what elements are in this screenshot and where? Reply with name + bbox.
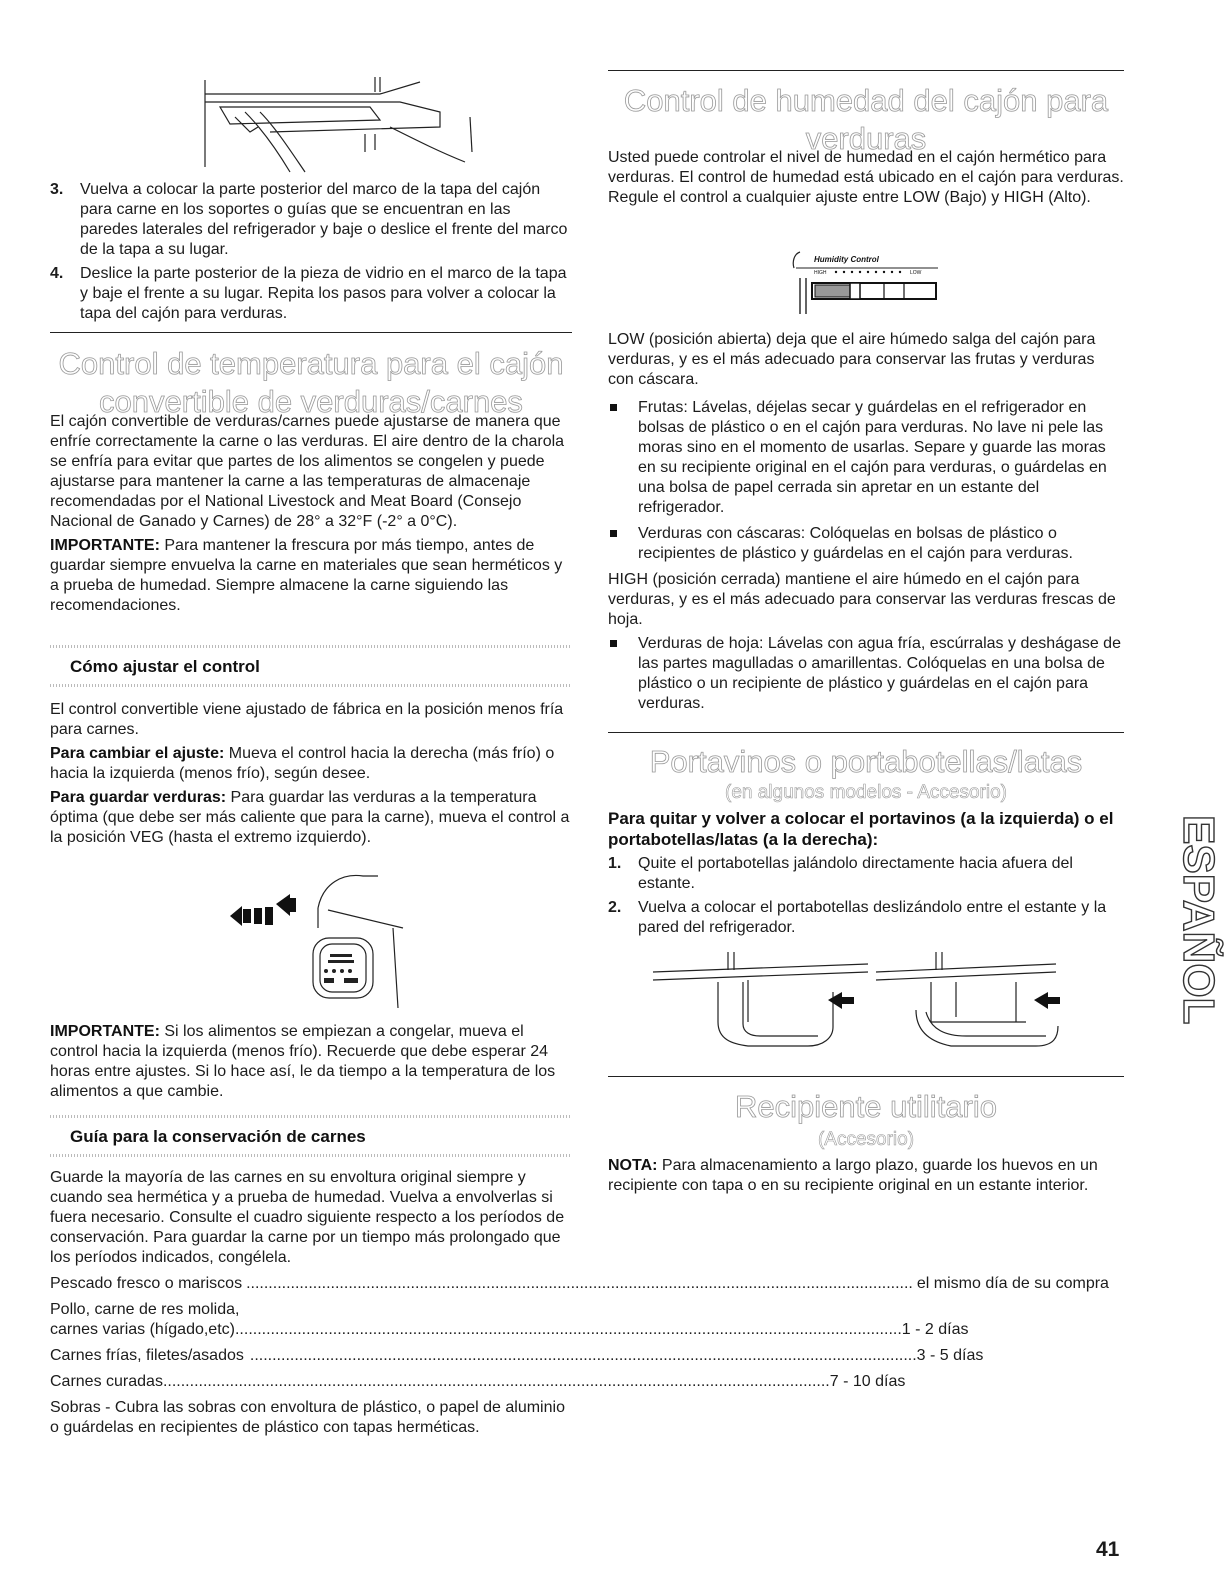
section-subheading: (en algunos modelos - Accesorio) [725, 782, 1007, 803]
table-item: Pescado fresco o mariscos [50, 1275, 243, 1292]
leader-dots [235, 1320, 902, 1340]
section-heading-utility-bin: Recipiente utilitario [735, 1089, 997, 1124]
paragraph: HIGH (posición cerrada) mantiene el aire húmedo en el cajón para verduras, y es el más adecuado para conservar las verduras frescas de hoja. [608, 571, 1116, 628]
important-note [50, 536, 572, 616]
heading-line: convertible de verduras/carnes [99, 384, 523, 419]
table-row [50, 1372, 906, 1392]
dial-high-label: HIGH [814, 270, 827, 276]
heading-line: Control de humedad del cajón para [623, 83, 1109, 118]
paragraph: Sobras - Cubra las sobras con envoltura de plástico, o papel de aluminio o guárdelas en recipientes de plástico con tapas herméticas. [50, 1399, 565, 1436]
subsection-rule [50, 1154, 572, 1157]
important-freezing-note [50, 1022, 572, 1102]
bullet-list-high [608, 634, 1124, 714]
important-label: IMPORTANTE: [50, 537, 160, 554]
list-item-text: Verduras de hoja: Lávelas con agua fría, escúrralas y deshágase de las partes magulladas o amarillentas. Colóquelas en una bolsa de plástico o un recipiente de plástico y guárdelas en el cajón para verduras. [638, 635, 1121, 712]
subsection-title: Guía para la conservación de carnes [70, 1127, 366, 1146]
paragraph [50, 1022, 572, 1102]
paragraph: Guarde la mayoría de las carnes en su envoltura original siempre y cuando sea hermética y a prueba de humedad. Vuelva a envolverlas si fuera necesario. Consulte el cuadro siguiente respecto a los períodos de conservación. Para guardar la carne por un tiempo más prolongado que los períodos indicados, congélela. [50, 1169, 565, 1266]
paragraph-text: Mueva el control hacia la derecha (más frío) o hacia la izquierda (menos frío), según desee. [50, 745, 555, 782]
list-item-text: Frutas: Lávelas, déjelas secar y guárdelas en el refrigerador en bolsas de plástico o en el cajón para verduras. No lave ni pele las moras sino en el momento de usarlas. Separe y guarde las moras en su recipiente original en el cajón para verduras, o guárdelas en una bolsa de papel cerrada sin apretar en un estante del refrigerador. [638, 399, 1107, 516]
side-tab-text: ESPAÑOL [1174, 815, 1223, 1025]
wine-rack-body [608, 808, 1124, 942]
note-text: Para almacenamiento a largo plazo, guarde los huevos en un recipiente con tapa o en su recipiente original en un estante interior. [608, 1157, 1098, 1194]
bullet-list-low [608, 398, 1124, 564]
list-item-text: Verduras con cáscaras: Colóquelas en bolsas de plástico o recipientes de plástico y guárdelas en el cajón para verduras. [638, 525, 1073, 562]
subsection-rule [50, 645, 572, 648]
leader-dots [246, 1274, 913, 1294]
table-row [50, 1274, 1109, 1294]
paragraph: El control convertible viene ajustado de fábrica en la posición menos fría para carnes. [50, 701, 564, 738]
humidity-control-illustration [788, 250, 958, 320]
section-divider [50, 332, 572, 333]
bullet-icon [610, 640, 617, 647]
section-divider [608, 732, 1124, 733]
important-text: Para mantener la frescura por más tiempo, antes de guardar siempre envuelva la carne en materiales que sean herméticos y a prueba de humedad. Siempre almacene la carne siguiendo las recomendaciones. [50, 537, 563, 614]
crisper-lid-illustration [190, 72, 480, 182]
arrow-icon [1034, 992, 1060, 1009]
important-text: Si los alimentos se empiezan a congelar, mueva el control hacia la izquierda (menos frío). Recuerde que debe esperar 24 horas entre ajustes. Si lo hace así, le da tiempo a la temperatura de los alimentos a que cambie. [50, 1023, 556, 1100]
paragraph [50, 788, 572, 848]
adjust-control-body [50, 700, 572, 848]
leader-dots [163, 1372, 830, 1392]
paragraph: Usted puede controlar el nivel de humedad en el cajón hermético para verduras. El control de humedad está ubicado en el cajón para verduras. Regule el control a cualquier ajuste entre LOW (Bajo) y HIGH (Alto). [608, 149, 1124, 206]
table-row-pre: Pollo, carne de res molida, [50, 1301, 240, 1318]
humidity-body [608, 330, 1124, 720]
subsection-rule [50, 1115, 572, 1118]
table-row [50, 1346, 984, 1366]
bold-intro: Para quitar y volver a colocar el portavinos (a la izquierda) o el portabotellas/latas (a la derecha): [608, 809, 1114, 849]
table-value: el mismo día de su compra [916, 1275, 1109, 1292]
step-text: Deslice la parte posterior de la pieza de vidrio en el marco de la tapa y baje el frente a su lugar. Repita los pasos para volver a colocar la tapa del cajón para verduras. [80, 265, 567, 322]
table-item: Carnes frías, filetes/asados [50, 1347, 244, 1364]
step-number: 3. [50, 181, 64, 198]
convertible-control-illustration [228, 868, 408, 1008]
paragraph: LOW (posición abierta) deja que el aire húmedo salga del cajón para verduras, y es el más adecuado para conservar las frutas y verduras con cáscara. [608, 331, 1096, 388]
replace-lid-steps [50, 180, 572, 328]
step-number: 4. [50, 265, 64, 282]
list-item [608, 634, 1124, 714]
step-text: Vuelva a colocar el portabotellas deslizándolo entre el estante y la pared del refrigerador. [638, 899, 1107, 936]
temperature-section-body [50, 412, 572, 616]
humidity-intro [608, 148, 1124, 208]
list-item [608, 398, 1124, 518]
wine-rack-illustration [648, 942, 868, 1062]
section-heading-temperature [50, 345, 572, 421]
table-value: 3 - 5 días [916, 1347, 984, 1364]
section-subheading: (Accesorio) [817, 1129, 915, 1150]
important-label: IMPORTANTE: [50, 1023, 160, 1040]
step-number: 1. [608, 855, 622, 872]
note-label: NOTA: [608, 1157, 658, 1174]
heading-line: verduras [805, 121, 927, 156]
can-rack-illustration [876, 942, 1096, 1062]
section-divider [608, 1076, 1124, 1077]
step-item [50, 180, 572, 260]
paragraph [50, 744, 572, 784]
table-item: Carnes curadas [50, 1373, 163, 1390]
storage-table [50, 1274, 1109, 1392]
utility-bin-note [608, 1156, 1124, 1196]
list-item [608, 524, 1124, 564]
heading-line: Control de temperatura para el cajón [58, 346, 564, 381]
table-value: 1 - 2 días [901, 1321, 969, 1338]
subsection-rule [50, 684, 572, 687]
paragraph: El cajón convertible de verduras/carnes puede ajustarse de manera que enfríe correctamente la carne o las verduras. El aire dentro de la charola se enfría para evitar que partes de los alimentos se congelen y puede ajustarse para mantener la carne a las temperaturas de almacenaje recomendadas por el National Livestock and Meat Board (Consejo Nacional de Ganado y Carnes) de 28° a 32°F (-2° a 0°C). [50, 413, 565, 530]
wine-rack-steps [608, 854, 1124, 938]
arrow-icon [828, 992, 854, 1009]
section-heading-humidity [608, 82, 1124, 158]
step-item [608, 898, 1124, 938]
paragraph [608, 1156, 1124, 1196]
bullet-icon [610, 530, 617, 537]
bullet-icon [610, 404, 617, 411]
bold-label: Para cambiar el ajuste: [50, 745, 225, 762]
subsection-title: Cómo ajustar el control [70, 657, 260, 676]
page-number: 41 [1096, 1538, 1120, 1561]
section-divider [608, 70, 1124, 71]
step-item [608, 854, 1124, 894]
language-side-tab [1142, 815, 1223, 1070]
step-item [50, 264, 572, 324]
step-text: Vuelva a colocar la parte posterior del marco de la tapa del cajón para carne en los soportes o guías que se encuentran en las paredes laterales del refrigerador y baje o deslice el frente del marco de la tapa a su lugar. [80, 181, 568, 258]
leader-dots [250, 1346, 917, 1366]
paragraph-text: Para guardar las verduras a la temperatura óptima (que debe ser más caliente que para la carne), mueva el control a la posición VEG (hasta el extremo izquierdo). [50, 789, 570, 846]
dial-label: Humidity Control [814, 255, 879, 264]
table-item: carnes varias (hígado,etc) [50, 1321, 235, 1338]
step-text: Quite el portabotellas jalándolo directamente hacia afuera del estante. [638, 855, 1073, 892]
section-heading-wine-rack: Portavinos o portabotellas/latas [649, 744, 1083, 779]
dial-low-label: LOW [910, 270, 922, 276]
bold-label: Para guardar verduras: [50, 789, 227, 806]
table-row [50, 1320, 969, 1340]
step-number: 2. [608, 899, 622, 916]
table-value: 7 - 10 días [829, 1373, 906, 1390]
